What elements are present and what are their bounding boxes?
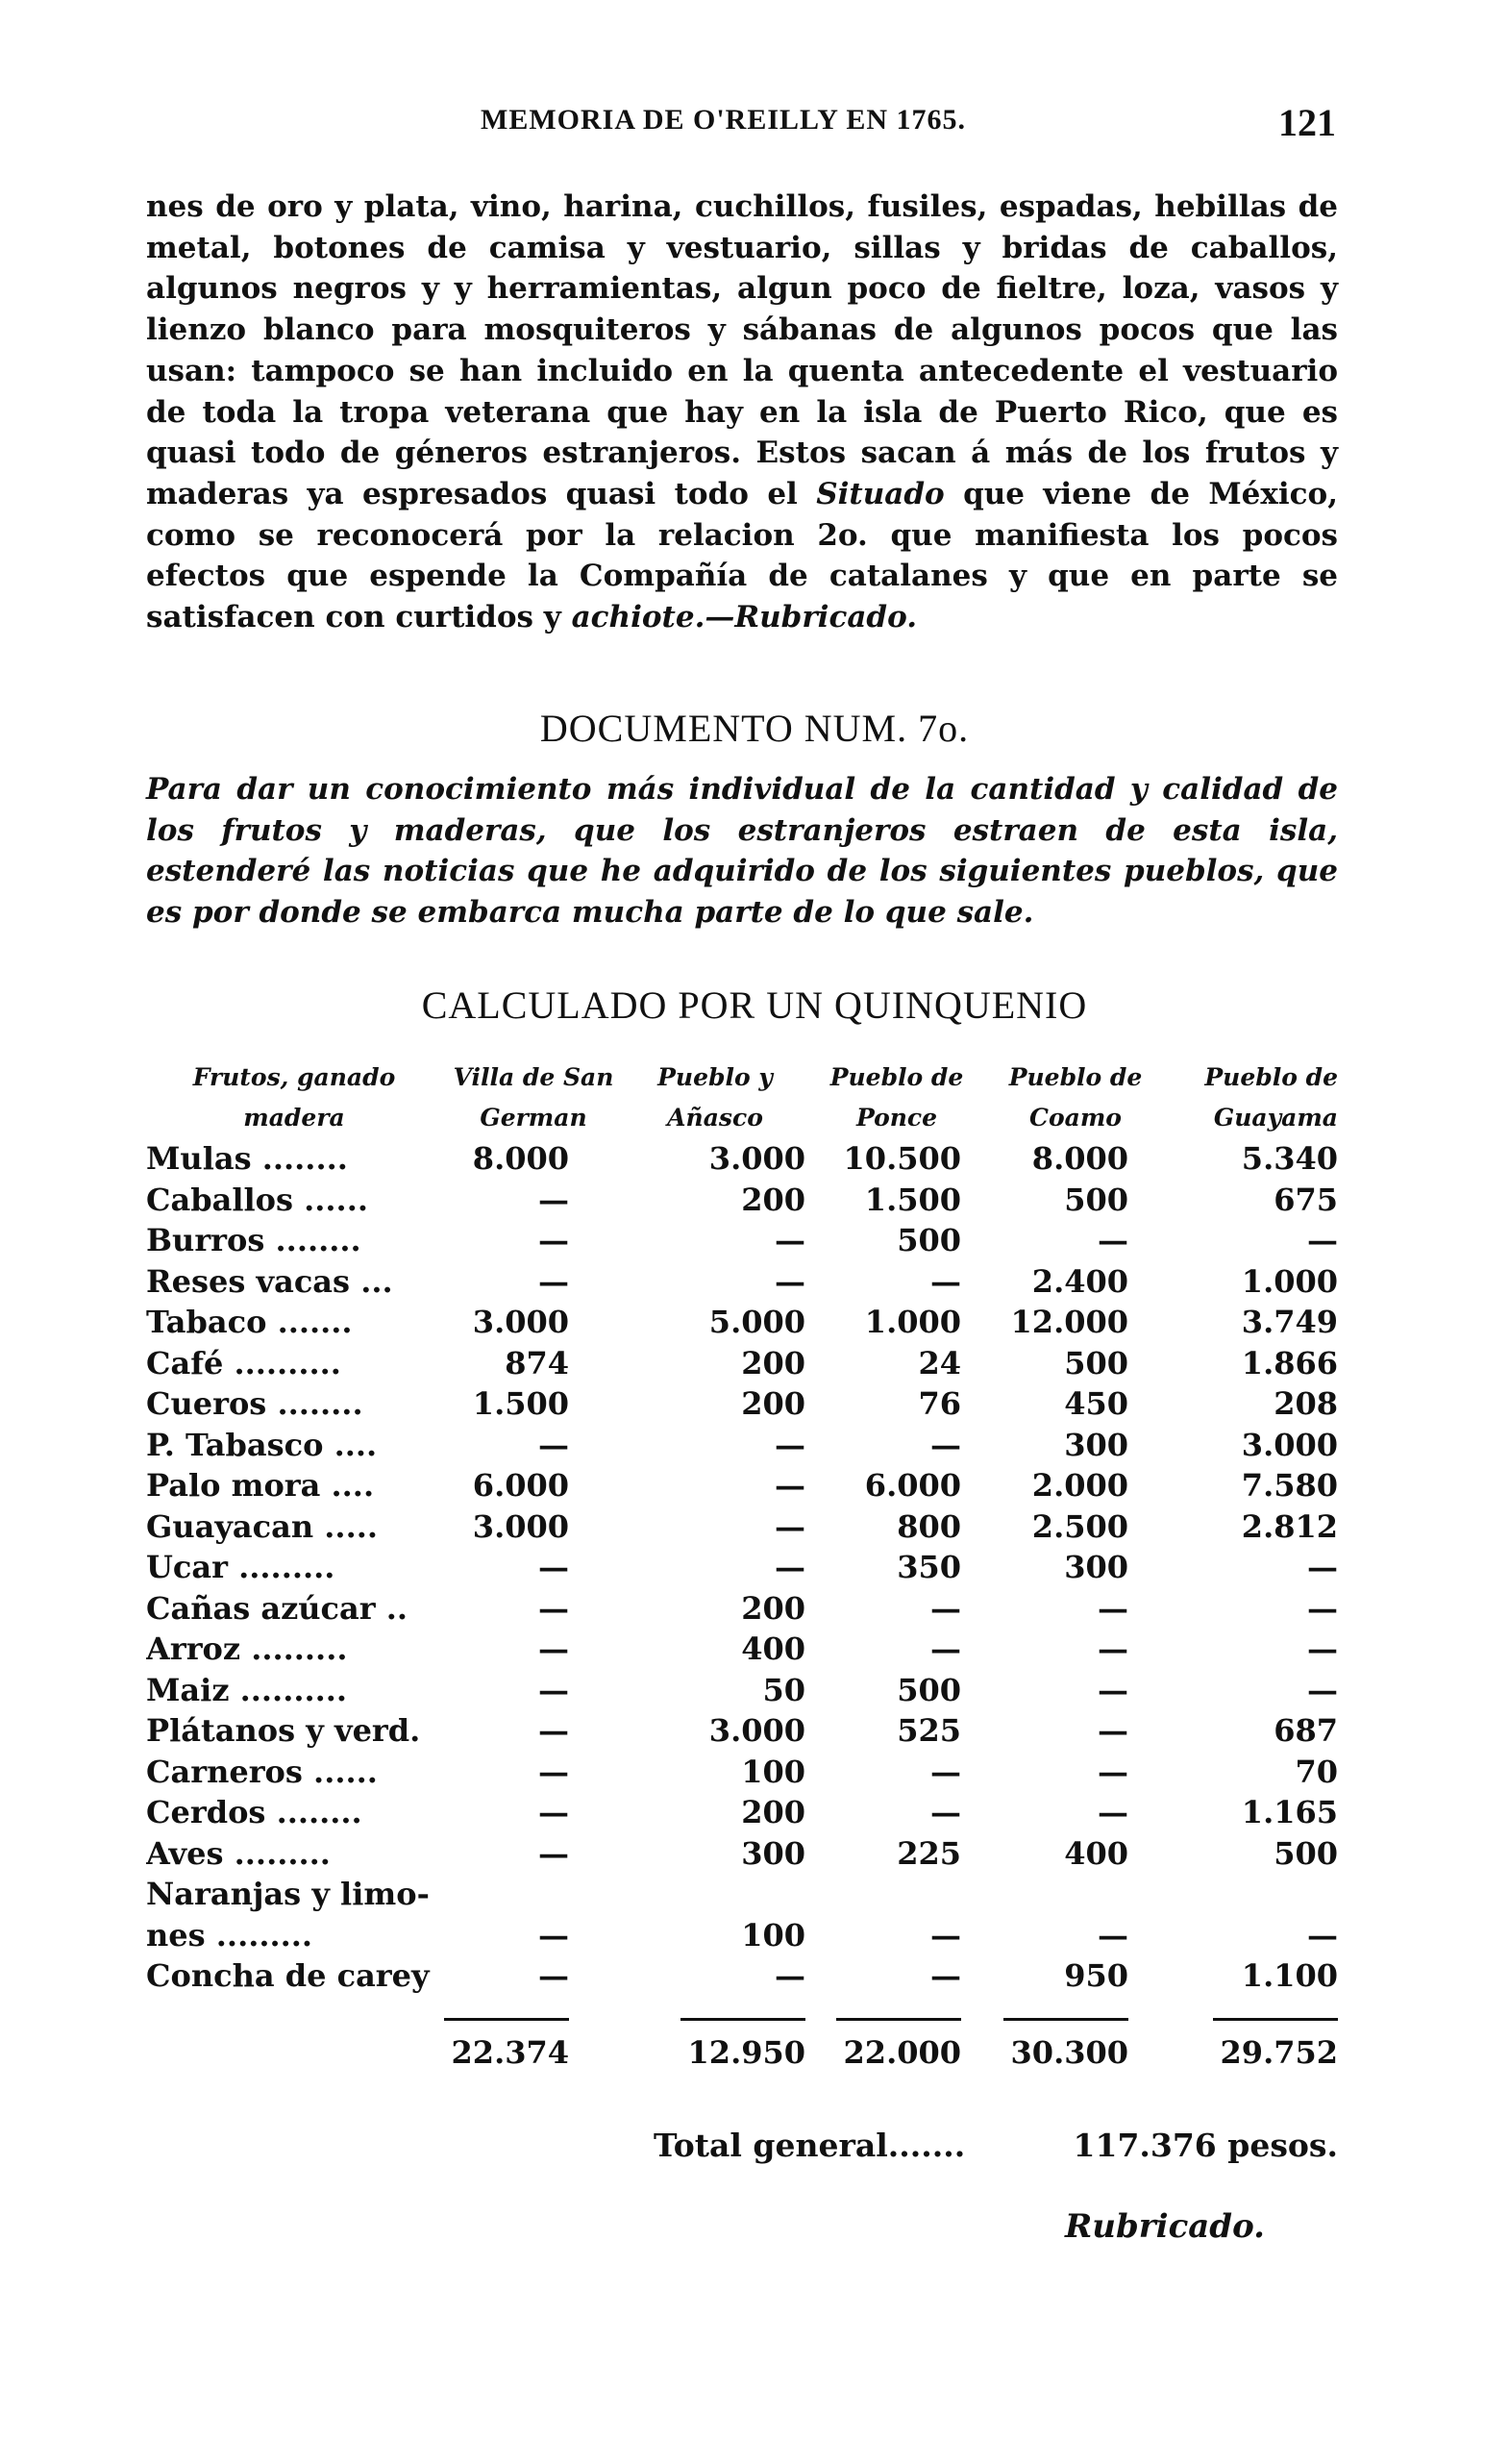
table-cell: 200 (741, 1344, 805, 1381)
table-cell: 874 (505, 1344, 569, 1381)
table-cell: — (538, 1671, 569, 1708)
table-cell: — (1098, 1630, 1128, 1667)
table-cell: — (1307, 1549, 1338, 1585)
table-cell: 2.400 (1031, 1262, 1128, 1300)
table-cell: 3.749 (1241, 1304, 1338, 1340)
table-cell (988, 1874, 1163, 1915)
row-label: Aves ......... (146, 1834, 331, 1872)
column-header: Pueblo de Ponce (829, 1063, 964, 1132)
signature: Rubricado. (1065, 2207, 1266, 2246)
table-cell: — (1098, 1589, 1128, 1627)
table-row (146, 1180, 1338, 1221)
table-cell: — (930, 1630, 961, 1667)
table-cell: — (538, 1549, 569, 1585)
column-header: Pueblo de Guayama (1204, 1063, 1338, 1132)
table-cell: — (538, 1426, 569, 1463)
table-cell (625, 1874, 805, 1915)
table-cell: — (538, 1630, 569, 1667)
table-cell: 1.165 (1241, 1794, 1338, 1830)
table-cell: — (775, 1467, 805, 1504)
table-cell: 200 (741, 1181, 805, 1218)
table-cell: 1.500 (472, 1385, 569, 1422)
table-cell: 675 (1274, 1181, 1338, 1218)
table-cell: 687 (1274, 1712, 1338, 1749)
table-cell: — (930, 1794, 961, 1830)
row-label: Reses vacas ... (146, 1262, 393, 1300)
body-paragraph (146, 187, 1338, 638)
table-cell: 500 (1274, 1834, 1338, 1872)
table-cell: — (930, 1753, 961, 1790)
table-cell: — (538, 1794, 569, 1830)
table-cell: 400 (741, 1630, 805, 1667)
table-cell: 1.866 (1241, 1344, 1338, 1381)
table-cell: — (538, 1712, 569, 1749)
table-cell: — (1098, 1671, 1128, 1708)
table-cell: — (538, 1834, 569, 1872)
table-cell: — (1307, 1916, 1338, 1954)
table-row (146, 1588, 1338, 1630)
column-header: Villa de San German (453, 1063, 614, 1132)
table-row (146, 1425, 1338, 1466)
column-header: Frutos, ganado madera (192, 1063, 396, 1132)
table-cell: 76 (918, 1385, 961, 1422)
row-label: Mulas ........ (146, 1140, 348, 1177)
table-cell (805, 1874, 988, 1915)
row-label: Caballos ...... (146, 1181, 368, 1218)
table-cell: — (1098, 1222, 1128, 1258)
table-cell: 1.000 (864, 1304, 961, 1340)
table-cell: 3.000 (708, 1140, 805, 1177)
totals-row (146, 1997, 1338, 2074)
grand-total-value: 117.376 pesos. (1073, 2127, 1338, 2164)
table-cell: 50 (762, 1671, 805, 1708)
row-label: Concha de carey (146, 1957, 430, 1994)
table-cell: — (1098, 1712, 1128, 1749)
table-cell: 3.000 (472, 1507, 569, 1545)
table-cell: — (775, 1549, 805, 1585)
table-cell: 950 (1064, 1957, 1128, 1994)
table-cell: — (1098, 1916, 1128, 1954)
table-cell: — (1307, 1589, 1338, 1627)
table-row (146, 1465, 1338, 1506)
table-cell: — (930, 1426, 961, 1463)
row-label: Maiz .......... (146, 1671, 348, 1708)
table-cell: 208 (1274, 1385, 1338, 1422)
row-label: Plátanos y verd. (146, 1712, 421, 1749)
table-cell: — (1307, 1630, 1338, 1667)
table-cell: 200 (741, 1794, 805, 1830)
total-value: 22.000 (836, 2018, 961, 2074)
document-heading: DOCUMENTO NUM. 7o. (539, 707, 970, 750)
table-cell: — (775, 1222, 805, 1258)
table-cell: 1.500 (864, 1181, 961, 1218)
table-row (146, 1874, 1338, 1915)
table-cell: 200 (741, 1385, 805, 1422)
table-cell: 1.000 (1241, 1262, 1338, 1300)
paragraph-main-text: nes de oro y plata, vino, harina, cuchillos, fusiles, espadas, hebillas de metal, botones de camisa y vestuario, sillas y bridas de caballos, algunos negros y y herramientas, algun poco de fieltre, loza, vasos y lienzo blanco para mosquiteros y sábanas de algunos pocos que las usan: tampoco se han incluido en la quenta antecedente el vestuario de toda la tropa veterana que hay en la isla de Puerto Rico, que es quasi todo de géneros estranjeros. Estos sacan á más de los frutos y maderas ya espresados quasi todo el (146, 189, 1338, 511)
page-header (144, 101, 1336, 162)
row-label: Carneros ...... (146, 1753, 378, 1790)
produce-table (146, 1058, 1338, 2073)
table-cell: 200 (741, 1589, 805, 1627)
table-cell: — (775, 1426, 805, 1463)
table-row (146, 1220, 1338, 1261)
table-cell: — (538, 1589, 569, 1627)
table-cell: 3.000 (472, 1304, 569, 1340)
table-cell: 100 (741, 1916, 805, 1954)
table-cell: 10.500 (843, 1140, 961, 1177)
table-cell (1163, 1874, 1338, 1915)
paragraph-continuation: que viene de México, como se reconocerá por la relacion 2o. que manifiesta los pocos efectos que espende la Compañía de catalanes y que en parte se satisfacen con curtidos y (146, 476, 1338, 635)
table-cell: 350 (897, 1549, 961, 1585)
row-label: Ucar ......... (146, 1549, 335, 1585)
table-cell: 12.000 (1010, 1304, 1128, 1340)
situado-italic: Situado (816, 476, 945, 511)
table-row (146, 1138, 1338, 1180)
table-cell: 5.340 (1241, 1140, 1338, 1177)
table-cell: 1.100 (1241, 1957, 1338, 1994)
table-cell: 70 (1295, 1753, 1338, 1790)
table-row (146, 1955, 1338, 1997)
table-row (146, 1343, 1338, 1384)
table-cell: 24 (918, 1344, 961, 1381)
table-cell: — (538, 1957, 569, 1994)
table-cell: — (930, 1957, 961, 1994)
table-row (146, 1833, 1338, 1875)
row-label: Guayacan ..... (146, 1507, 378, 1545)
table-cell: 500 (897, 1222, 961, 1258)
total-cell (805, 1997, 988, 2074)
table-heading: CALCULADO POR UN QUINQUENIO (421, 983, 1088, 1027)
table-cell: — (1307, 1671, 1338, 1708)
column-header: Pueblo y Añasco (657, 1063, 773, 1132)
table-cell: 2.000 (1031, 1467, 1128, 1504)
row-label: Tabaco ....... (146, 1304, 353, 1340)
table-row (146, 1915, 1338, 1956)
row-label: nes ......... (146, 1916, 313, 1954)
table-cell: 500 (1064, 1344, 1128, 1381)
table-cell: 300 (1064, 1549, 1128, 1585)
total-value: 29.752 (1213, 2018, 1338, 2074)
table-cell: — (1098, 1794, 1128, 1830)
table-cell: — (538, 1181, 569, 1218)
table-cell: 2.812 (1241, 1507, 1338, 1545)
row-label: Arroz ......... (146, 1630, 348, 1667)
page-number: 121 (1278, 101, 1336, 144)
table-row (146, 1547, 1338, 1588)
total-cell (625, 1997, 805, 2074)
table-cell (442, 1874, 625, 1915)
table-cell: — (775, 1262, 805, 1300)
table-cell: 500 (1064, 1181, 1128, 1218)
table-cell: — (538, 1262, 569, 1300)
row-label: Cueros ........ (146, 1385, 363, 1422)
table-cell: — (1098, 1753, 1128, 1790)
running-title: MEMORIA DE O'REILLY EN 1765. (481, 104, 967, 136)
table-row (146, 1629, 1338, 1670)
table-cell: 7.580 (1241, 1467, 1338, 1504)
table-cell: — (775, 1507, 805, 1545)
total-cell (1163, 1997, 1338, 2074)
table-cell: — (775, 1957, 805, 1994)
table-cell: 5.000 (708, 1304, 805, 1340)
row-label: Café .......... (146, 1344, 341, 1381)
table-cell: 300 (1064, 1426, 1128, 1463)
table-cell: 6.000 (864, 1467, 961, 1504)
column-header: Pueblo de Coamo (1008, 1063, 1143, 1132)
table-row (146, 1710, 1338, 1752)
table-row (146, 1302, 1338, 1343)
table-cell: 300 (741, 1834, 805, 1872)
grand-total-label: Total general....... (654, 2127, 966, 2164)
total-value: 30.300 (1003, 2018, 1128, 2074)
row-label: Cerdos ........ (146, 1794, 362, 1830)
table-cell: 800 (897, 1507, 961, 1545)
total-cell (442, 1997, 625, 2074)
total-value: 12.950 (680, 2018, 805, 2074)
table-row (146, 1261, 1338, 1303)
table-cell: 525 (897, 1712, 961, 1749)
table-cell: 450 (1064, 1385, 1128, 1422)
table-cell: 6.000 (472, 1467, 569, 1504)
table-row (146, 1506, 1338, 1548)
table-row (146, 1383, 1338, 1425)
row-label: Cañas azúcar .. (146, 1589, 408, 1627)
row-label: Naranjas y limo- (146, 1876, 430, 1912)
table-row (146, 1752, 1338, 1793)
achiote-italic: achiote.—Rubricado. (571, 600, 918, 635)
table-cell: — (1307, 1222, 1338, 1258)
table-cell: 500 (897, 1671, 961, 1708)
total-value: 22.374 (444, 2018, 569, 2074)
table-cell: 400 (1064, 1834, 1128, 1872)
table-cell: — (538, 1753, 569, 1790)
table-cell: 225 (897, 1834, 961, 1872)
table-cell: — (930, 1589, 961, 1627)
table-cell: — (930, 1262, 961, 1300)
row-label: Palo mora .... (146, 1467, 375, 1504)
table-cell: — (538, 1916, 569, 1954)
totals-label-cell (146, 1997, 442, 2074)
table-cell: 3.000 (1241, 1426, 1338, 1463)
table-cell: 2.500 (1031, 1507, 1128, 1545)
total-cell (988, 1997, 1163, 2074)
intro-paragraph: Para dar un conocimiento más individual de la cantidad y calidad de los frutos y maderas, que los estranjeros estraen de esta isla, estenderé las noticias que he adquirido de los siguientes pueblos, que es por donde se embarca mucha parte de lo que sale. (146, 772, 1338, 931)
table-row (146, 1670, 1338, 1711)
table-cell: — (930, 1916, 961, 1954)
table-cell: 3.000 (708, 1712, 805, 1749)
table-cell: 8.000 (1031, 1140, 1128, 1177)
table-cell: 8.000 (472, 1140, 569, 1177)
row-label: Burros ........ (146, 1222, 361, 1258)
table-row (146, 1792, 1338, 1833)
table-cell: — (538, 1222, 569, 1258)
table-header-row (146, 1058, 1338, 1138)
row-label: P. Tabasco .... (146, 1426, 378, 1463)
table-cell: 100 (741, 1753, 805, 1790)
table-body (146, 1138, 1338, 2073)
